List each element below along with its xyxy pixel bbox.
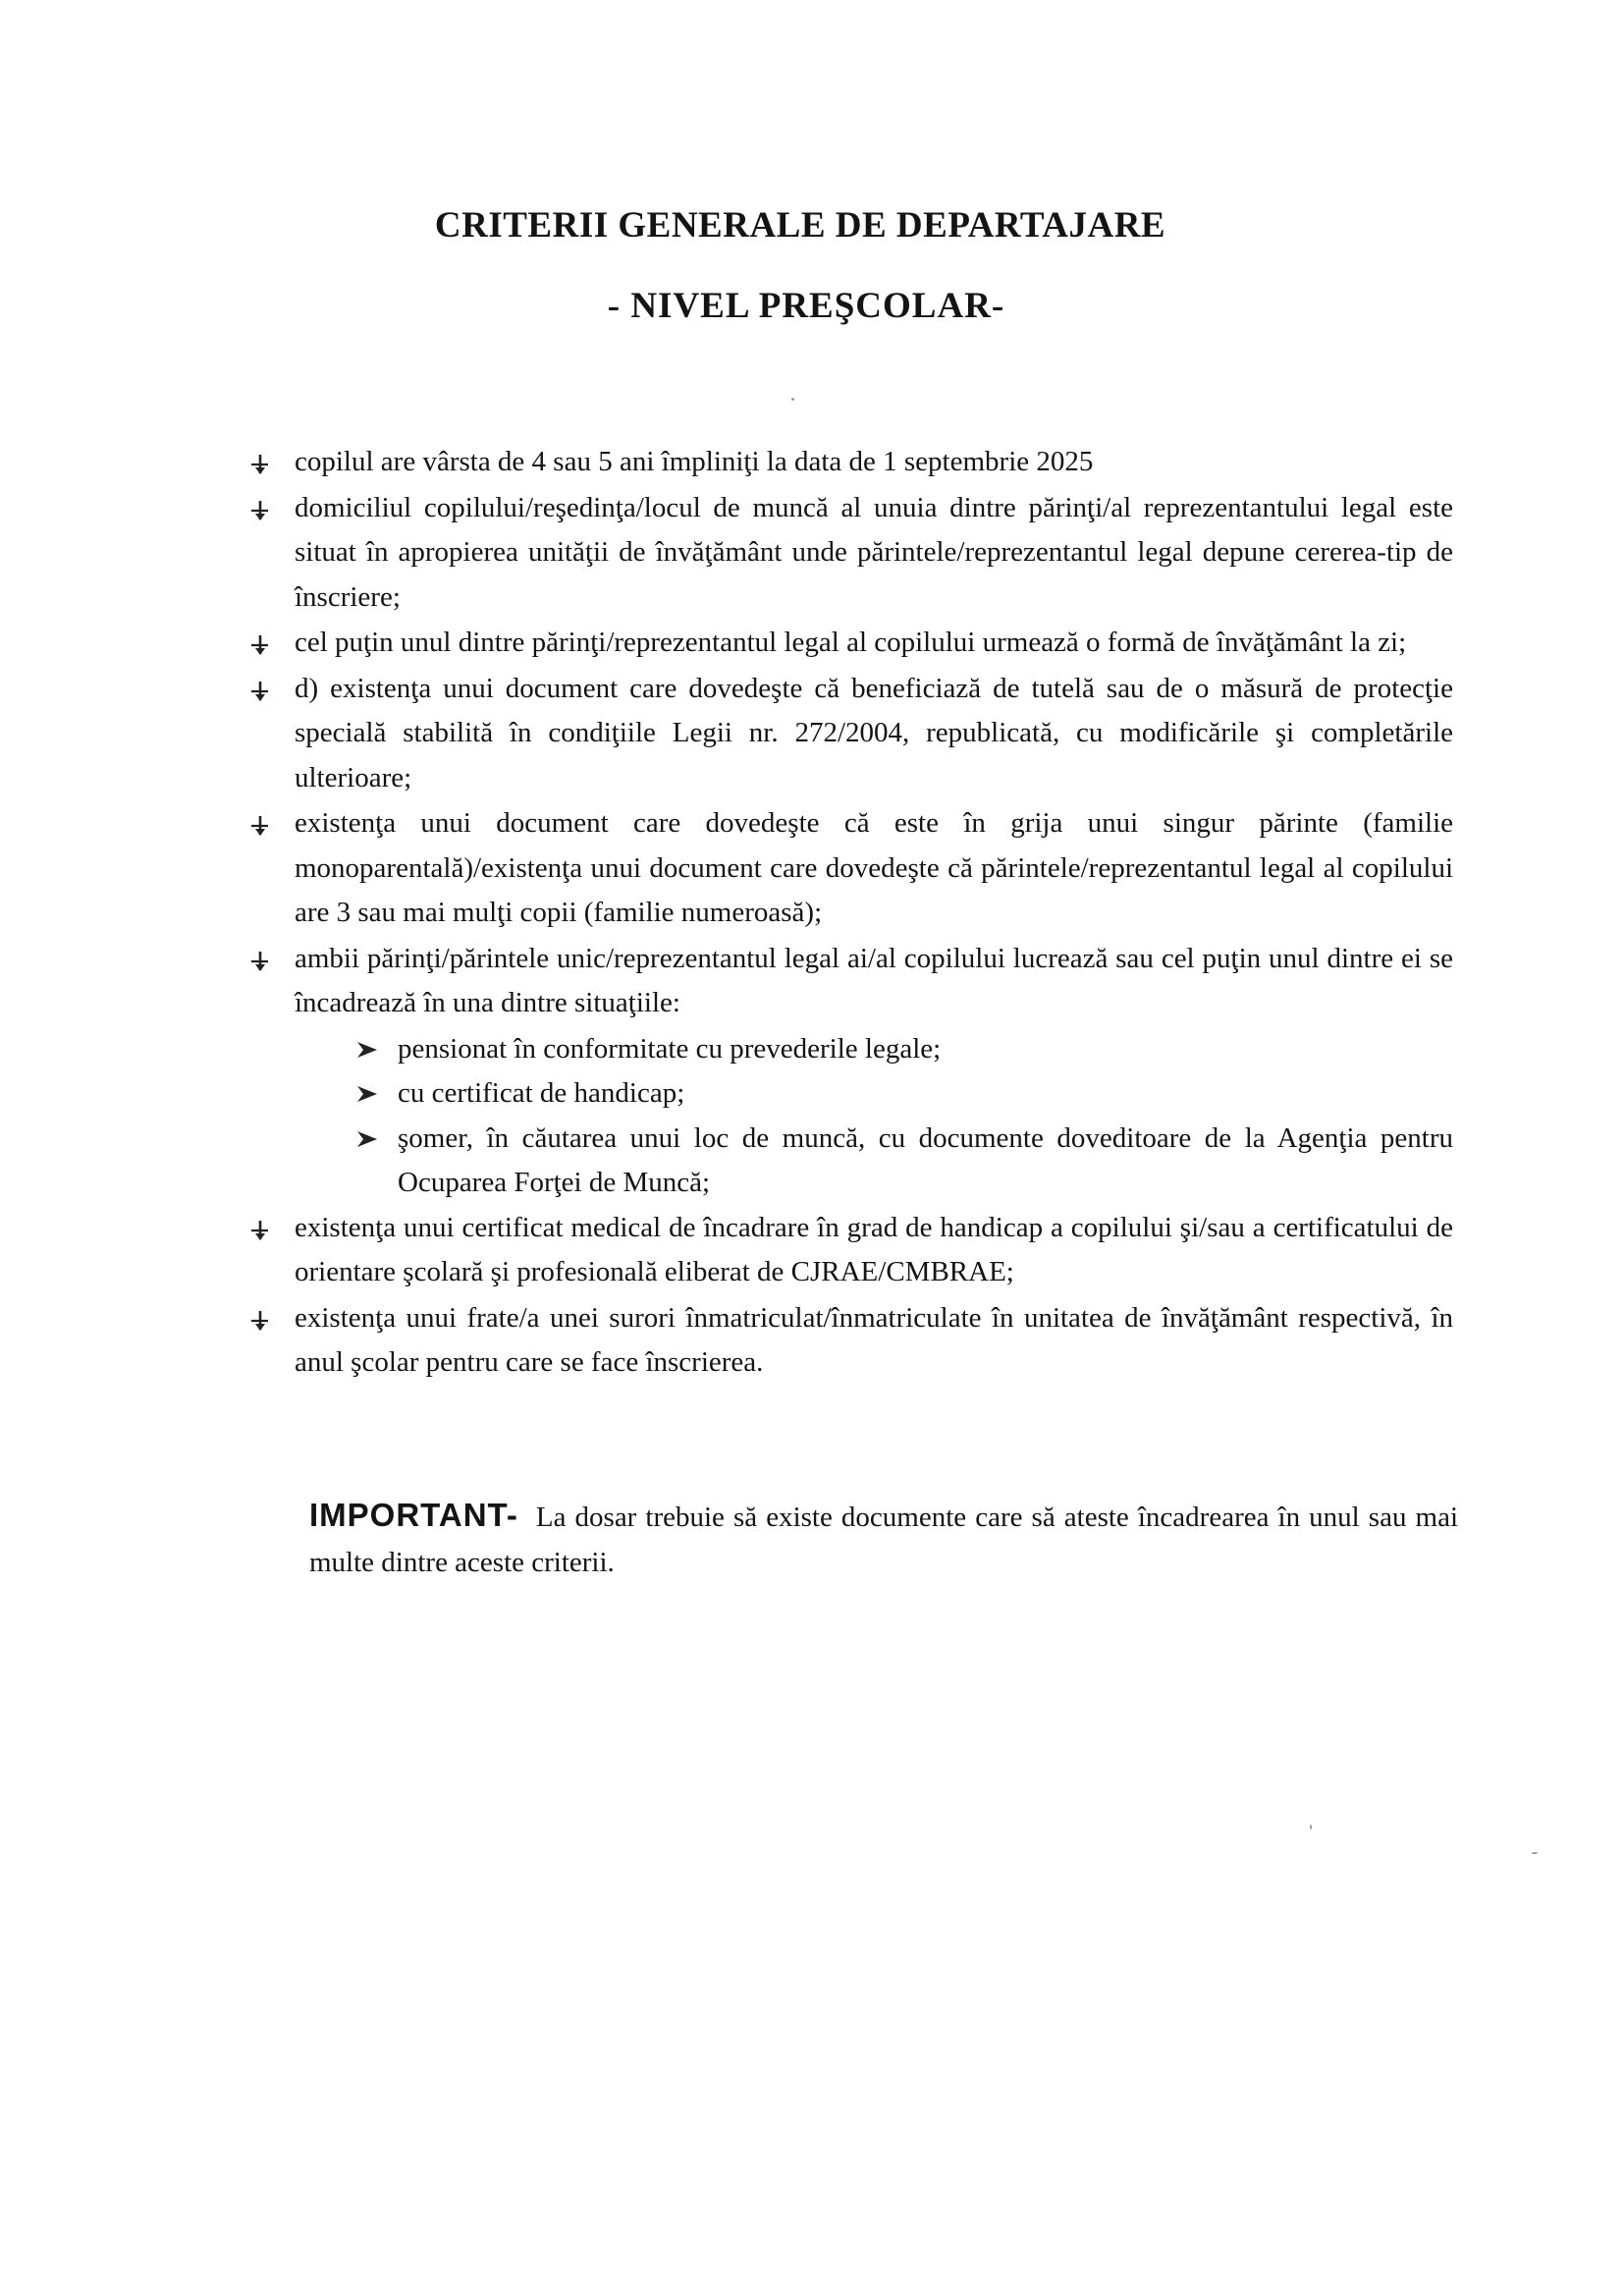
list-item <box>295 937 1453 1026</box>
list-item <box>295 667 1453 801</box>
list-item <box>295 440 1453 485</box>
list-item <box>295 1296 1453 1386</box>
list-item <box>295 486 1453 621</box>
situation-text: pensionat în conformitate cu prevederile legale; <box>398 1032 942 1065</box>
criterion-text: d) existenţa unui document care dovedeşte că beneficiază de tutelă sau de o măsură de protecţie specială stabilită în condiţiile Legii nr. 272/2004, republicată, cu modificările şi completările ulterioare; <box>295 672 1453 793</box>
situation-text: cu certificat de handicap; <box>398 1077 685 1109</box>
list-item <box>295 1206 1453 1295</box>
criterion-text: existenţa unui certificat medical de încadrare în grad de handicap a copilului şi/sau a certificatului de orientare şcolară şi profesională eliberat de CJRAE/CMBRAE; <box>295 1211 1453 1287</box>
criterion-text: copilul are vârsta de 4 sau 5 ani împliniţi la data de 1 septembrie 2025 <box>295 446 1094 477</box>
down-arrow-bullet-icon <box>249 815 269 837</box>
document-subtitle: - NIVEL PREŞCOLAR- <box>607 286 1005 326</box>
down-arrow-bullet-icon <box>249 454 269 475</box>
down-arrow-bullet-icon <box>249 1220 269 1241</box>
important-label: IMPORTANT- <box>309 1497 518 1533</box>
down-arrow-bullet-icon <box>249 1310 269 1332</box>
situation-text: şomer, în căutarea unui loc de muncă, cu documente doveditoare de la Agenţia pentru Ocuparea Forţei de Muncă; <box>398 1121 1453 1198</box>
situation-item <box>398 1117 1453 1206</box>
arrowhead-bullet-icon <box>356 1085 378 1103</box>
situation-item <box>398 1071 1453 1117</box>
criterion-text: ambii părinţi/părintele unic/reprezentantul legal ai/al copilului lucrează sau cel puţin unul dintre ei se încadrează în una dintre situaţiile: <box>295 942 1453 1018</box>
down-arrow-bullet-icon <box>249 681 269 702</box>
important-note <box>309 1493 1458 1585</box>
criterion-text: existenţa unui document care dovedeşte că este în grija unui singur părinte (familie monoparentală)/existenţa unui document care dovedeşte că părintele/reprezentantul legal al copilului are 3 sau mai mulţi copii (familie numeroasă); <box>295 807 1453 928</box>
scan-speck <box>1310 1825 1312 1830</box>
scan-speck <box>1532 1852 1538 1854</box>
list-item <box>295 801 1453 936</box>
document-title: CRITERII GENERALE DE DEPARTAJARE <box>434 205 1166 246</box>
criterion-text: cel puţin unul dintre părinţi/reprezentantul legal al copilului urmează o formă de învăţământ la zi; <box>295 627 1407 658</box>
scan-speck <box>791 398 794 401</box>
down-arrow-bullet-icon <box>249 634 269 656</box>
criterion-text: existenţa unui frate/a unei surori înmatriculat/înmatriculate în unitatea de învăţământ respectivă, în anul şcolar pentru care se face înscrierea. <box>295 1301 1453 1378</box>
important-text: La dosar trebuie să existe documente care să ateste încadrearea în unul sau mai multe dintre aceste criterii. <box>309 1502 1458 1578</box>
situation-item <box>398 1027 1453 1072</box>
arrowhead-bullet-icon <box>356 1130 378 1148</box>
criteria-list <box>295 440 1453 1387</box>
list-item <box>295 621 1453 666</box>
down-arrow-bullet-icon <box>249 500 269 521</box>
arrowhead-bullet-icon <box>356 1041 378 1059</box>
down-arrow-bullet-icon <box>249 951 269 972</box>
criterion-text: domiciliul copilului/reşedinţa/locul de muncă al unuia dintre părinţi/al reprezentantului legal este situat în apropierea unităţii de învăţământ unde părintele/reprezentantul legal depune cererea-tip de înscriere; <box>295 491 1453 613</box>
